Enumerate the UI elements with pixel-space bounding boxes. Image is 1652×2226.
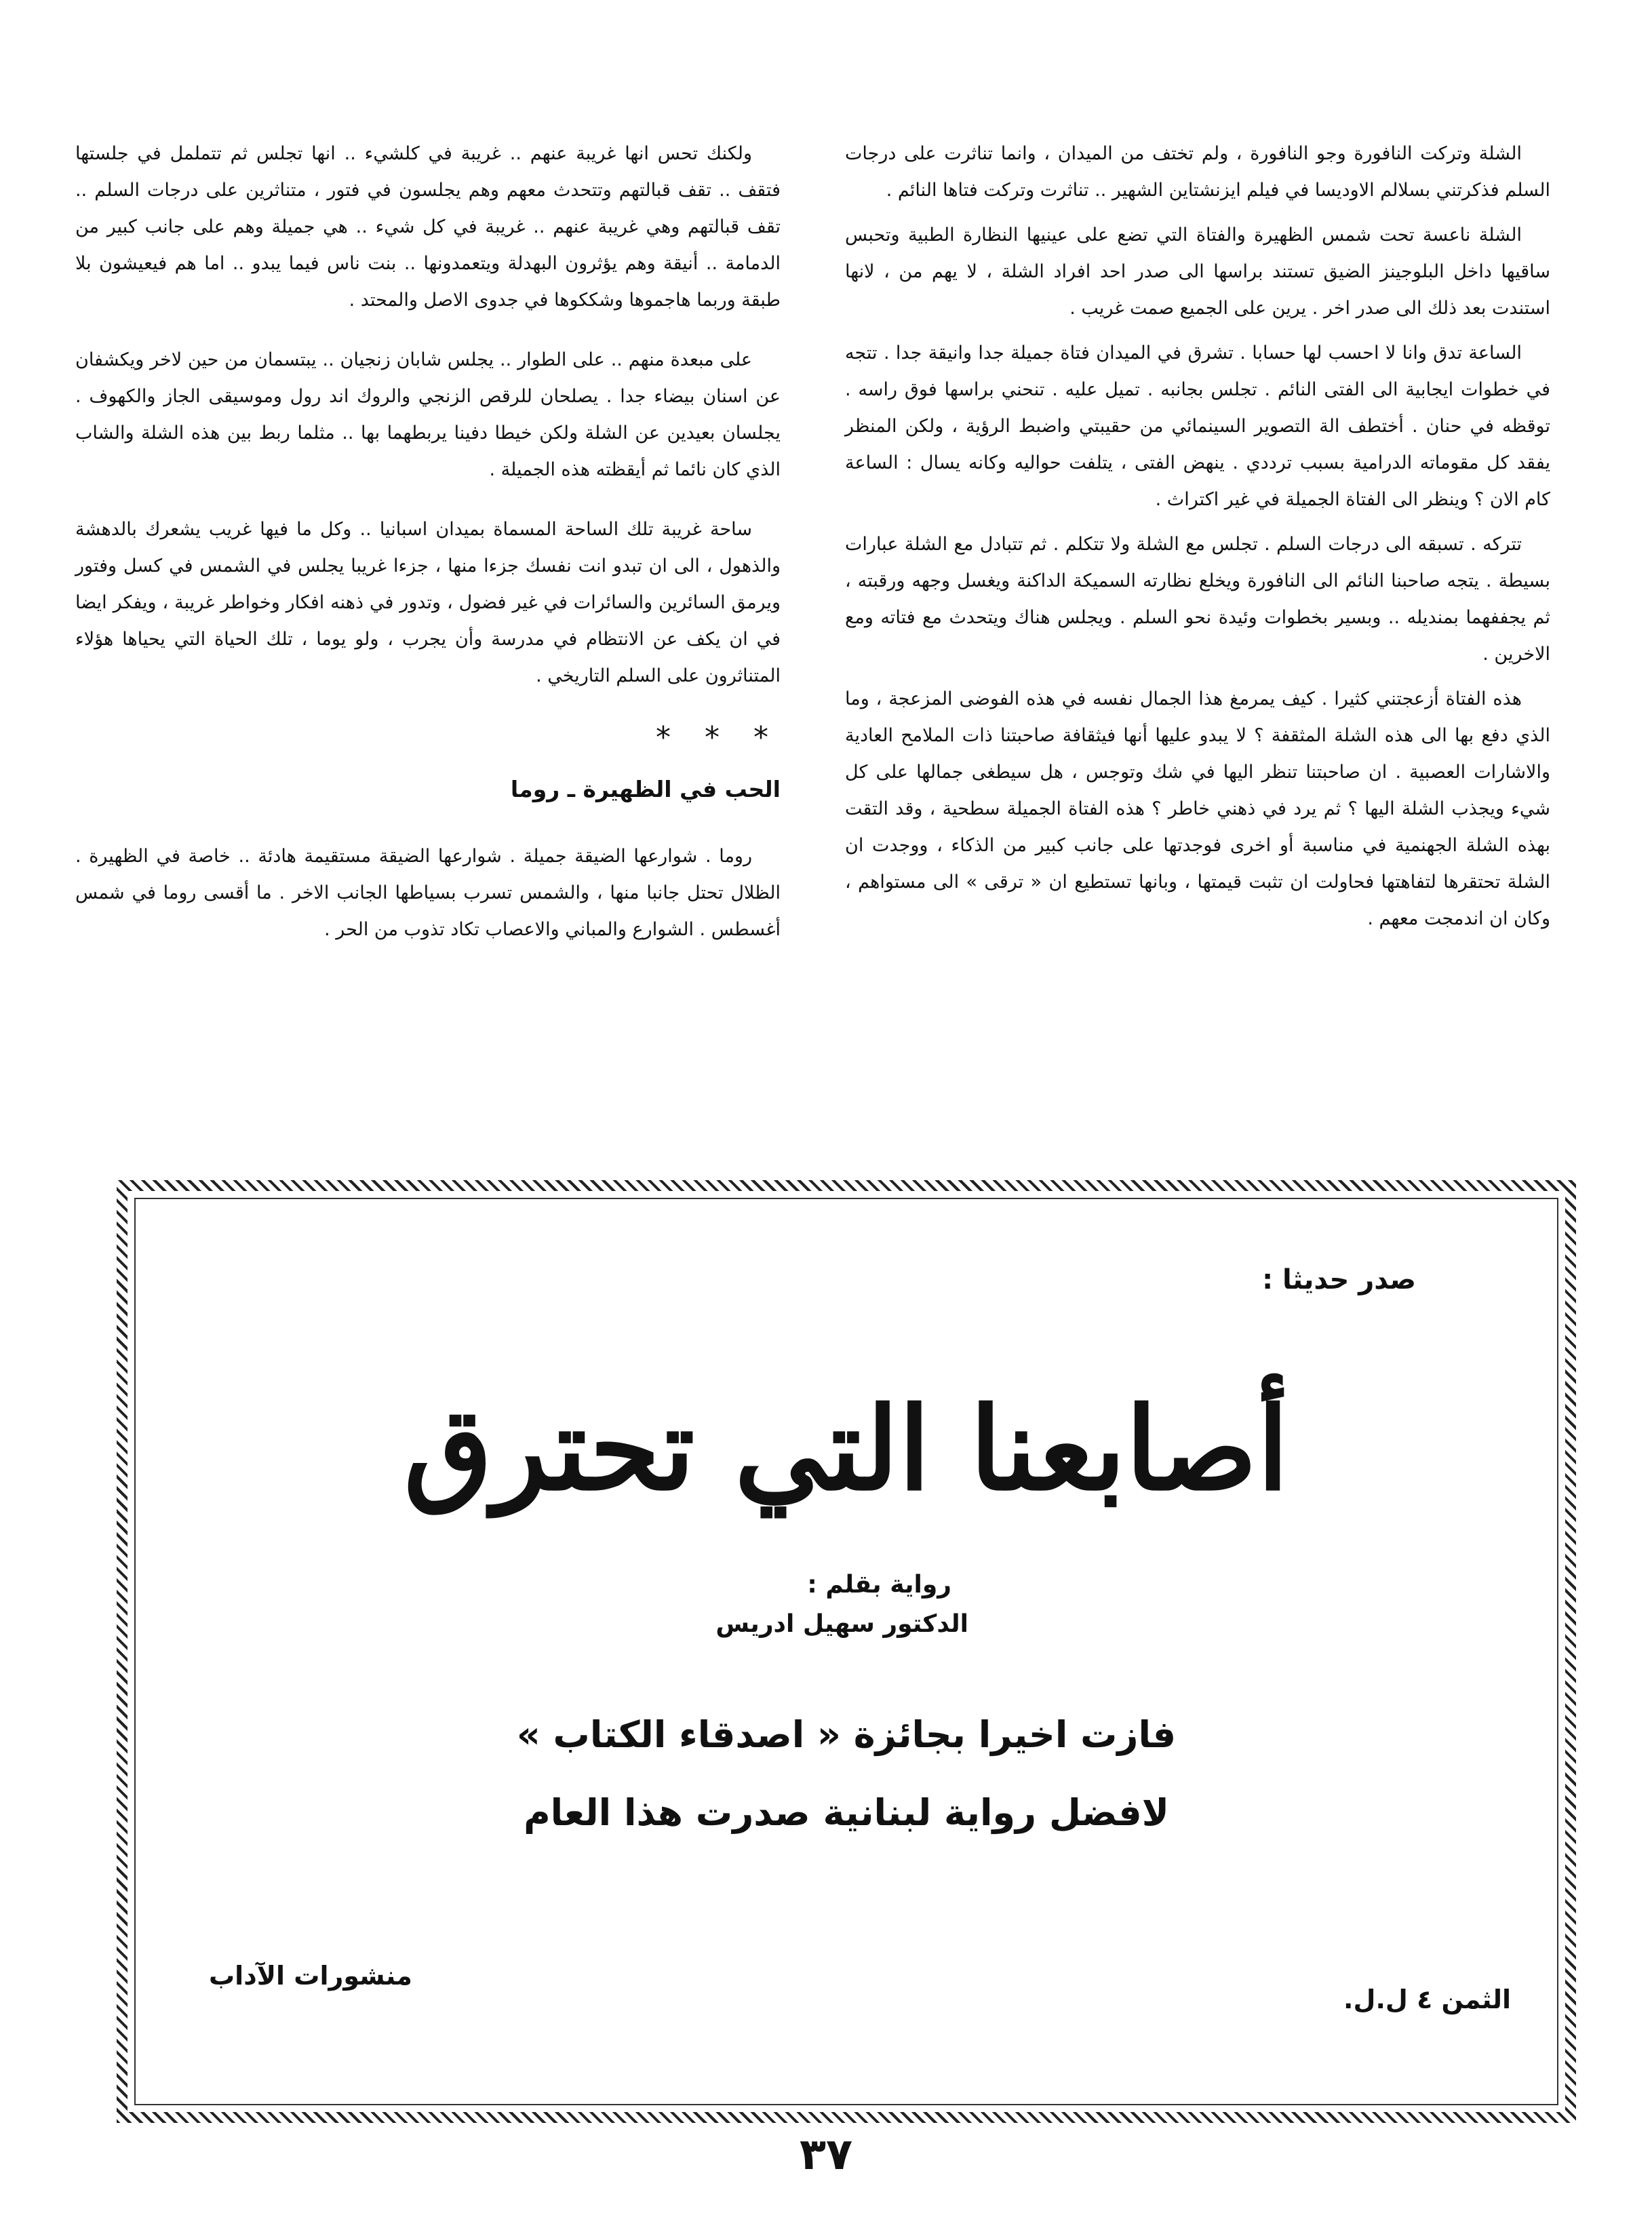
paragraph: تتركه . تسبقه الى درجات السلم . تجلس مع الشلة ولا تتكلم . ثم تتبادل مع الشلة عبارات بسيطة . يتجه صاحبنا النائم الى النافورة ويخلع نظارته السميكة الداكنة ويغسل وجهه ورقبته ، ثم يجففهما بمنديله .. وبسير بخطوات وئيدة نحو السلم . ويجلس هناك ويتحدث مع فتاته ومع الاخرين .: [845, 534, 1550, 665]
paragraph: الشلة ناعسة تحت شمس الظهيرة والفتاة التي تضع على عينيها النظارة الطبية وتحبس ساقيها داخل البلوجينز الضيق تستند براسها الى صدر احد افراد الشلة ، لا يهم من ، لانها استندت بعد ذلك الى صدر اخر . يرين على الجميع صمت غريب .: [845, 224, 1550, 319]
novel-by-label: رواية بقلم :: [807, 1571, 951, 1599]
paragraph: روما . شوارعها الضيقة جميلة . شوارعها الضيقة مستقيمة هادئة .. خاصة في الظهيرة . الظلال تحتل جانبا منها ، والشمس تسرب بسياطها الجانب الاخر . ما أقسى روما في شمس أغسطس . الشوارع والمباني والاعصاب تكاد تذوب من الحر .: [75, 846, 781, 940]
article-column-left: [75, 136, 781, 956]
best-novel-line: لافضل رواية لبنانية صدرت هذا العام: [524, 1791, 1169, 1834]
paragraph: ساحة غريبة تلك الساحة المسماة بميدان اسبانيا .. وكل ما فيها غريب يشعرك بالدهشة والذهول ، الى ان تبدو انت نفسك جزءا منها ، جزءا غريبا يجلس في الشمس في كسل وفتور ويرمق السائرين والسائرات في غير فضول ، وتدور في ذهنه افكار وخواطر غريبة ، ويفكر ايضا في ان يكف عن الانتظام في مدرسة وأن يجرب ، ولو يوما ، تلك الحياة التي يحياها هؤلاء المتناثرون على السلم التاريخي .: [75, 519, 781, 686]
article-column-right: [845, 136, 1550, 945]
paragraph: ولكنك تحس انها غريبة عنهم .. غريبة في كلشيء .. انها تجلس ثم تتململ في جلستها فتقف .. تقف قبالتهم وتتحدث معهم وهم يجلسون في فتور ، متناثرين على درجات السلم .. تقف قبالتهم وهي غريبة عنهم .. غريبة في كل شيء .. هي جميلة وهم على جانب كبير من الدمامة .. أنيقة وهم يؤثرون البهدلة ويتعمدونها .. بنت ناس فيما يبدو .. اما هم فيعيشون بلا طبقة وربما هاجموها وشككوها في جدوى الاصل والمحتد .: [75, 143, 781, 311]
book-title: أصابعنا التي تحترق: [404, 1382, 1289, 1516]
award-line: فازت اخيرا بجائزة « اصدقاء الكتاب »: [516, 1713, 1177, 1756]
book-advertisement: [117, 1180, 1576, 2123]
page-number: ٣٧: [799, 2130, 853, 2180]
published-recently-label: صدر حديثا :: [1262, 1264, 1416, 1295]
paragraph: هذه الفتاة أزعجتني كثيرا . كيف يمرمغ هذا الجمال نفسه في هذه الفوضى المزعجة ، وما الذي دفع بها الى هذه الشلة المثقفة ؟ لا يبدو عليها أنها فيثقافة صاحبتنا ذات الملامح العادية والاشارات العصبية . ان صاحبتنا تنظر اليها في شك وتوجس ، هل سيطغى جمالها على كل شيء ويجذب الشلة اليها ؟ ثم يرد في ذهني خاطر ؟ هذه الفتاة الجميلة سطحية ، وقد التقت بهذه الشلة الجهنمية في مناسبة أو اخرى فوجدتها على جانب كبير من الذكاء ، ووجدت ان الشلة تحتقرها لتفاهتها فحاولت ان تثبت قيمتها ، وبانها تستطيع ان « ترقى » الى مستواهم ، وكان ان اندمجت معهم .: [845, 688, 1550, 929]
publisher-label: منشورات الآداب: [209, 1961, 412, 1991]
author-name: الدكتور سهيل ادريس: [715, 1610, 968, 1638]
price-label: الثمن ٤ ل.ل.: [1343, 1985, 1511, 2014]
paragraph: الشلة وتركت النافورة وجو النافورة ، ولم تختف من الميدان ، وانما تناثرت على درجات السلم فذكرتني بسلالم الاوديسا في فيلم ايزنشتاين الشهير .. تناثرت وتركت فتاها النائم .: [845, 143, 1550, 201]
paragraph: الساعة تدق وانا لا احسب لها حسابا . تشرق في الميدان فتاة جميلة جدا وانيقة جدا . تتجه في خطوات ايجابية الى الفتى النائم . تجلس بجانبه . تميل عليه . تنحني براسها فوق راسه . توقظه في حنان . أختطف الة التصوير السينمائي من حقيبتي واضبط الرؤية ، ولكن المنظر يفقد كل مقوماته الدرامية بسبب ترددي . ينهض الفتى ، يتلفت حواليه وكانه يسال : الساعة كام الان ؟ وينظر الى الفتاة الجميلة في غير اكتراث .: [845, 343, 1550, 510]
section-heading: الحب في الظهيرة ـ روما: [510, 776, 781, 802]
section-separator-stars: * * *: [656, 720, 781, 755]
paragraph: على مبعدة منهم .. على الطوار .. يجلس شابان زنجيان .. يبتسمان من حين لاخر ويكشفان عن اسنان بيضاء جدا . يصلحان للرقص الزنجي والروك اند رول وموسيقى الجاز والكهوف . يجلسان بعيدين عن الشلة ولكن خيطا دفينا يربطهما بها .. مثلما ربط بين هذه الشلة والشاب الذي كان نائما ثم أيقظته هذه الجميلة .: [75, 349, 781, 480]
